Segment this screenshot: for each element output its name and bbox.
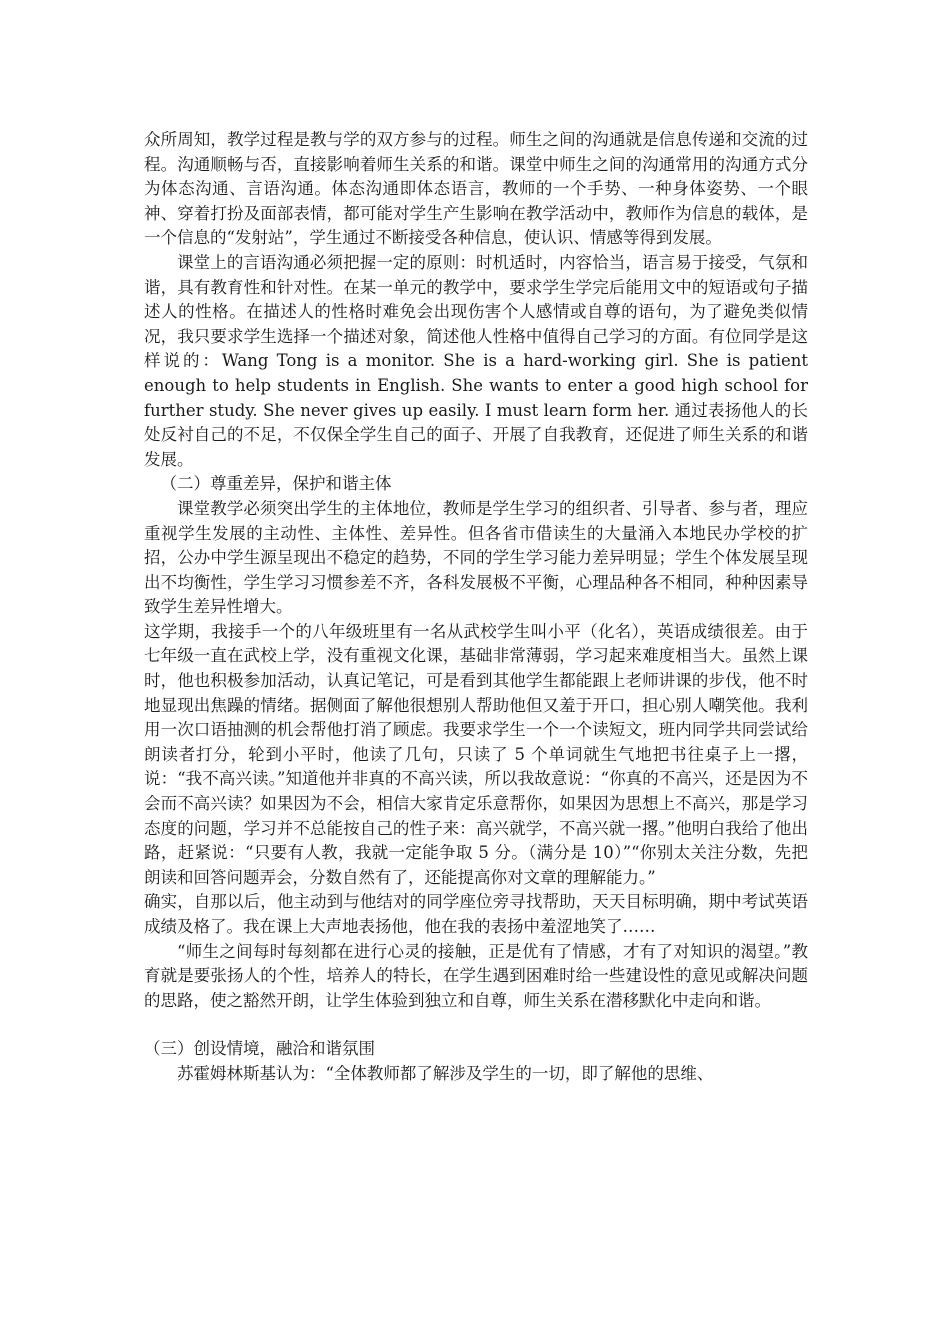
paragraph-story-result: 确实，自那以后，他主动到与他结对的同学座位旁寻找帮助，天天目标明确，期中考试英语成绩及格了。我在课上大声地表扬他，他在我的表扬中羞涩地笑了……: [144, 892, 808, 936]
paragraph-sukhomlinsky: 苏霍姆林斯基认为：“全体教师都了解涉及学生的一切，即了解他的思维、: [177, 1063, 714, 1083]
section-heading-3: （三）创设情境，融洽和谐氛围: [144, 1039, 375, 1059]
paragraph-quote-emotion: “师生之间每时每刻都在进行心灵的接触，正是优有了情感，才有了对知识的渴望。”教育就是要张扬人的个性，培养人的特长，在学生遇到困难时给一些建设性的意见或解决问题的思路，使之豁然开朗，让学生体验到独立和自尊，师生关系在潜移默化中走向和谐。: [144, 941, 808, 1010]
paragraph-respect-differences: 课堂教学必须突出学生的主体地位，教师是学生学习的组织者、引导者、参与者，理应重视学生发展的主动性、主体性、差异性。但各省市借读生的大量涌入本地民办学校的扩招，公办中学生源呈现出不稳定的趋势，不同的学生学习能力差异明显；学生个体发展呈现出不均衡性，学生学习习惯参差不齐，各科发展极不平衡，心理品种各不相同，种种因素导致学生差异性增大。: [144, 498, 808, 617]
paragraph-intro: 众所周知，教学过程是教与学的双方参与的过程。师生之间的沟通就是信息传递和交流的过程。沟通顺畅与否，直接影响着师生关系的和谐。课堂中师生之间的沟通常用的沟通方式分为体态沟通、言语沟通。体态沟通即体态语言，教师的一个手势、一种身体姿势、一个眼神、穿着打扮及面部表情，都可能对学生产生影响在教学活动中，教师作为信息的载体，是一个信息的“发射站”，学生通过不断接受各种信息，使认识、情感等得到发展。: [144, 130, 808, 248]
document-page: [144, 128, 808, 1087]
paragraph-student-story: 这学期，我接手一个的八年级班里有一名从武校学生叫小平（化名），英语成绩很差。由于七年级一直在武校上学，没有重视文化课，基础非常薄弱，学习起来难度相当大。虽然上课时，他也积极参加活动，认真记笔记，可是看到其他学生都能跟上老师讲课的步伐，他不时地显现出焦躁的情绪。据侧面了解他很想别人帮助他但又羞于开口，担心别人嘲笑他。我利用一次口语抽测的机会帮他打消了顾虑。我要求学生一个一个读短文，班内同学共同尝试给朗读者打分，轮到小平时，他读了几句，只读了 5 个单词就生气地把书往桌子上一撂，说：“我不高兴读。”知道他并非真的不高兴读，所以我故意说：“你真的不高兴，还是因为不会而不高兴读？如果因为不会，相信大家肯定乐意帮你，如果因为思想上不高兴，那是学习态度的问题，学习并不总能按自己的性子来：高兴就学，不高兴就一撂。”他明白我给了他出路，赶紧说：“只要有人教，我就一定能争取 5 分。（满分是 10）”“你别太关注分数，先把朗读和回答问题弄会，分数自然有了，还能提高你对文章的理解能力。”: [144, 621, 808, 887]
paragraph-verbal-communication: 课堂上的言语沟通必须把握一定的原则：时机适时，内容恰当，语言易于接受，气氛和谐，具有教育性和针对性。在某一单元的教学中，要求学生学完后能用文中的短语或句子描述人的性格。在描述人的性格时难免会出现伤害个人感情或自尊的语句，为了避免类似情况，我只要求学生选择一个描述对象，简述他人性格中值得自己学习的方面。有位同学是这样说的：Wang Tong is a monitor. She is a hard-working girl. She is patient enough to help students in English. She wants to enter a good high school for further study. She never gives up easily. I must learn form her. 通过表扬他人的长处反衬自己的不足，不仅保全学生自己的面子、开展了自我教育，还促进了师生关系的和谐发展。: [144, 252, 808, 469]
section-heading-2: （二）尊重差异，保护和谐主体: [160, 474, 392, 494]
paragraph-gap: [144, 1013, 808, 1037]
